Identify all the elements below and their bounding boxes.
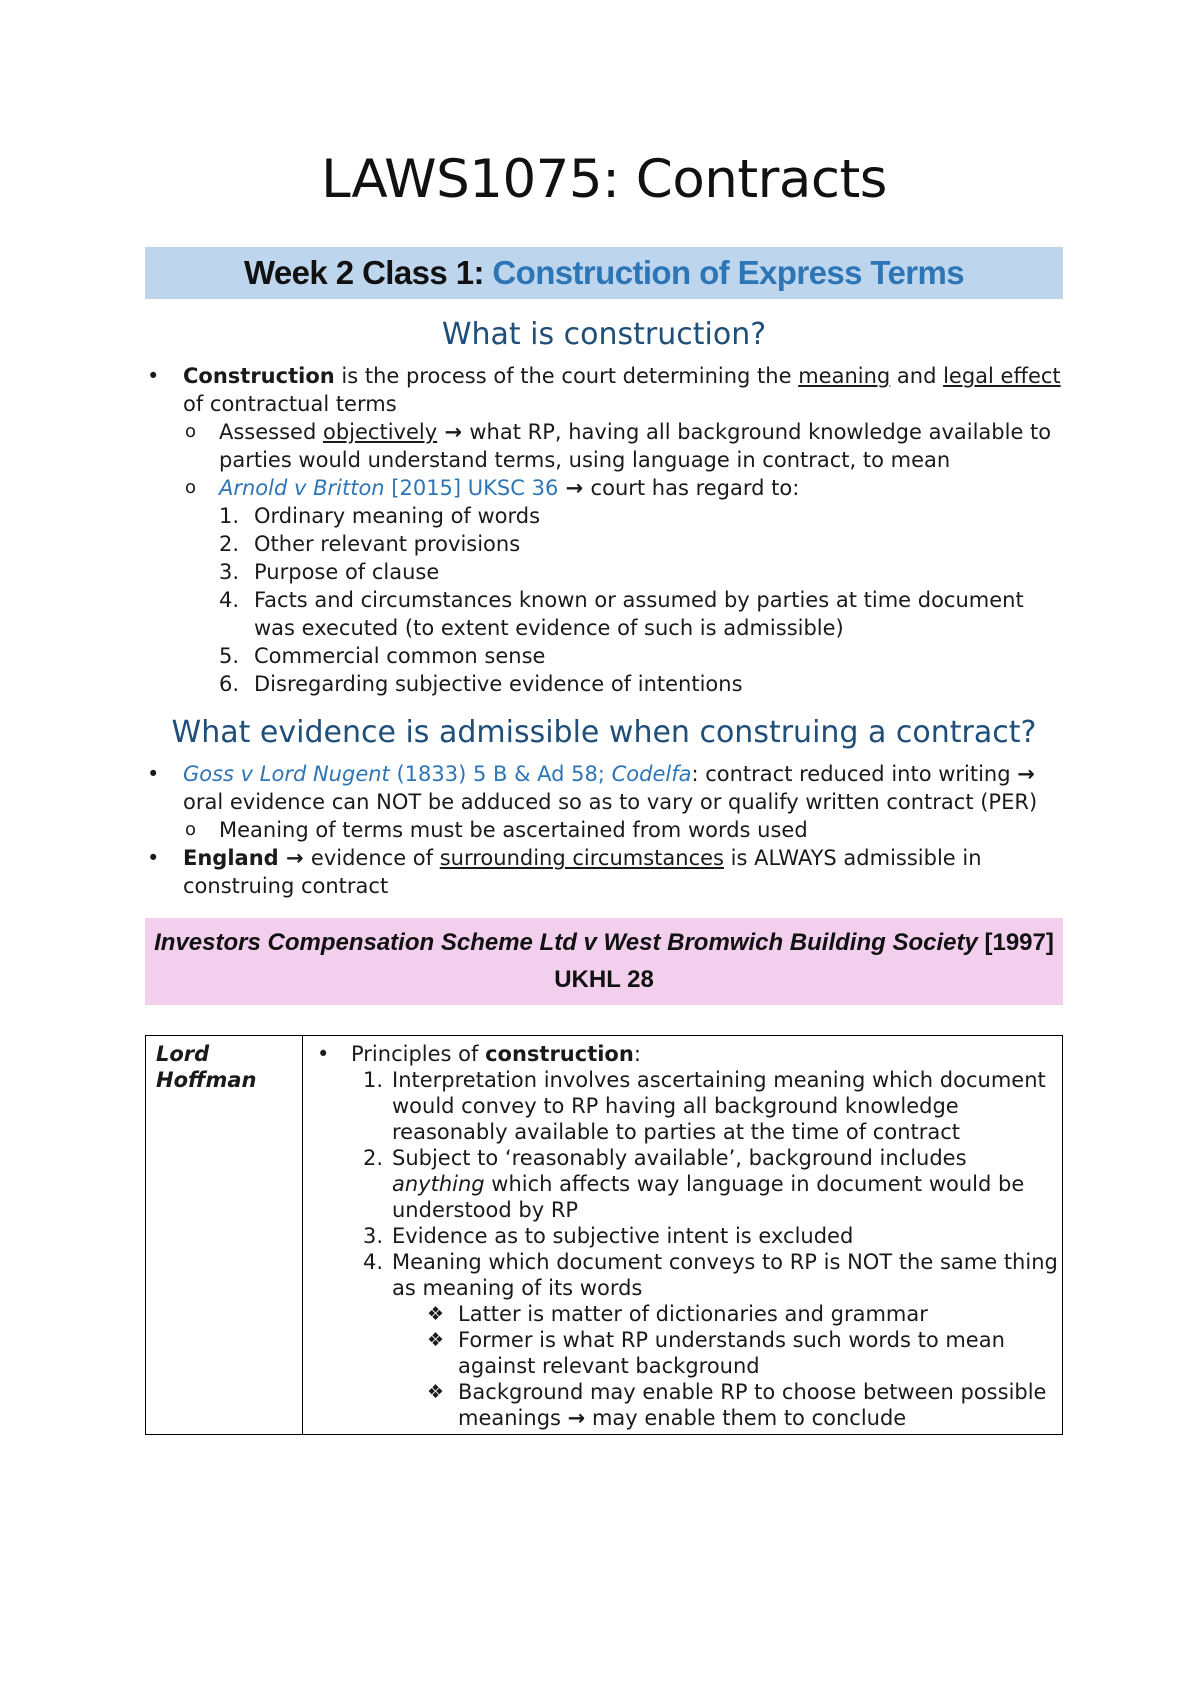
- case-banner-citation: [1997] UKHL 28: [554, 929, 1054, 993]
- term-construction: construction: [485, 1042, 634, 1066]
- list-item: [145, 418, 1063, 474]
- list-number: 1.: [363, 1068, 384, 1092]
- bullet-icon: •: [147, 364, 160, 388]
- text-run: Assessed: [219, 420, 323, 444]
- text-run: court has regard to:: [590, 476, 800, 500]
- list-number: 1.: [219, 504, 240, 528]
- diamond-bullet-icon: ❖: [427, 1329, 445, 1351]
- list-item: [313, 1301, 1062, 1327]
- week-topic: Construction of Express Terms: [492, 254, 965, 291]
- list-item: [145, 558, 1063, 586]
- list-item: [145, 760, 1063, 816]
- list-item: [145, 816, 1063, 844]
- construction-list: [145, 362, 1063, 698]
- list-item: [145, 844, 1063, 900]
- arrow-right-icon: →: [437, 420, 470, 444]
- text-run: is the process of the court determining the: [334, 364, 799, 388]
- principle-text: Interpretation involves ascertaining meaning which document would convey to RP having all background knowledge reasonably available to parties at the time of contract: [392, 1068, 1046, 1144]
- arrow-right-icon: →: [1017, 762, 1035, 786]
- sub-bullet-icon: o: [185, 421, 197, 442]
- factor-text: Commercial common sense: [254, 644, 546, 668]
- text-run: evidence of: [310, 846, 440, 870]
- bullet-icon: •: [317, 1042, 330, 1066]
- underlined-meaning: meaning: [798, 364, 891, 388]
- bullet-icon: •: [147, 846, 160, 870]
- judgment-table: [145, 1035, 1063, 1435]
- arrow-right-icon: →: [278, 846, 311, 870]
- week-label: Week 2 Class 1:: [243, 254, 493, 291]
- underlined-objectively: objectively: [322, 420, 438, 444]
- list-number: 3.: [363, 1224, 384, 1248]
- text-run: oral evidence can NOT be adduced so as to vary or qualify written contract (PER): [183, 790, 1038, 814]
- text-run: is ALWAYS admissible in construing contract: [183, 846, 982, 898]
- list-number: 4.: [363, 1250, 384, 1274]
- arrow-right-icon: →: [558, 476, 591, 500]
- list-item: [313, 1249, 1062, 1301]
- text-run: Meaning of terms must be ascertained from words used: [219, 818, 808, 842]
- list-number: 3.: [219, 560, 240, 584]
- list-item: [145, 586, 1063, 642]
- text-run: :: [633, 1042, 641, 1066]
- case-banner-name: Investors Compensation Scheme Ltd v West Bromwich Building Society: [154, 929, 978, 956]
- principle-text: which affects way language in document would be understood by RP: [392, 1172, 1025, 1222]
- arrow-right-icon: →: [567, 1406, 586, 1430]
- evidence-list: [145, 760, 1063, 900]
- term-construction: Construction: [183, 364, 335, 388]
- text-run: what RP, having all background knowledge available to parties would understand terms, using language in contract, to mean: [219, 420, 1052, 472]
- list-item: [145, 530, 1063, 558]
- principles-list: [313, 1041, 1062, 1431]
- list-item: [313, 1223, 1062, 1249]
- judge-cell: Lord Hoffman: [146, 1036, 303, 1435]
- principles-cell: [303, 1036, 1063, 1435]
- text-run: : contract reduced into writing: [691, 762, 1018, 786]
- list-item: [145, 474, 1063, 502]
- page-content: [145, 140, 1063, 1435]
- list-item: [313, 1067, 1062, 1145]
- list-number: 2.: [219, 532, 240, 556]
- case-citation: (1833) 5 B & Ad 58;: [389, 762, 612, 786]
- text-run: of contractual terms: [183, 392, 397, 416]
- principle-text: Subject to ‘reasonably available’, background includes: [392, 1146, 967, 1170]
- factor-text: Other relevant provisions: [254, 532, 521, 556]
- text-run: and: [890, 364, 944, 388]
- document-title: LAWS1075: Contracts: [321, 149, 887, 210]
- list-number: 4.: [219, 588, 240, 612]
- sub-point-text: Background may enable RP to choose between possible meanings: [458, 1380, 1047, 1430]
- week-banner: [145, 247, 1063, 299]
- diamond-bullet-icon: ❖: [427, 1303, 445, 1325]
- underlined-legal-effect: legal effect: [943, 364, 1061, 388]
- case-name: Codelfa: [611, 762, 692, 786]
- principle-text: Meaning which document conveys to RP is NOT the same thing as meaning of its words: [392, 1250, 1058, 1300]
- list-item: [145, 642, 1063, 670]
- sub-bullet-icon: o: [185, 819, 197, 840]
- factor-text: Ordinary meaning of words: [254, 504, 541, 528]
- table-row: [146, 1036, 1063, 1435]
- list-number: 6.: [219, 672, 240, 696]
- term-england: England: [183, 846, 279, 870]
- list-item: [145, 362, 1063, 418]
- principle-text: Evidence as to subjective intent is excluded: [392, 1224, 854, 1248]
- diamond-bullet-icon: ❖: [427, 1381, 445, 1403]
- factor-text: Disregarding subjective evidence of intentions: [254, 672, 743, 696]
- section-heading-construction: What is construction?: [441, 317, 767, 352]
- list-item: [313, 1041, 1062, 1067]
- sub-point-text: Former is what RP understands such words to mean against relevant background: [458, 1328, 1005, 1378]
- sub-point-text: Latter is matter of dictionaries and grammar: [458, 1302, 928, 1326]
- underlined-surrounding-circumstances: surrounding circumstances: [439, 846, 724, 870]
- text-run: Principles of: [351, 1042, 486, 1066]
- factor-text: Purpose of clause: [254, 560, 440, 584]
- list-item: [313, 1327, 1062, 1379]
- list-item: [145, 502, 1063, 530]
- emphasis-anything: anything: [392, 1172, 485, 1196]
- bullet-icon: •: [147, 762, 160, 786]
- list-item: [313, 1379, 1062, 1431]
- factor-text: Facts and circumstances known or assumed by parties at time document was executed (to extent evidence of such is admissible): [254, 588, 1024, 640]
- case-citation: [2015] UKSC 36: [384, 476, 559, 500]
- section-heading-evidence: What evidence is admissible when construing a contract?: [171, 715, 1037, 750]
- case-name: Goss v Lord Nugent: [183, 762, 390, 786]
- list-number: 2.: [363, 1146, 384, 1170]
- case-name: Arnold v Britton: [219, 476, 385, 500]
- case-banner: [145, 918, 1063, 1005]
- list-item: [313, 1145, 1062, 1223]
- sub-point-text: may enable them to conclude: [585, 1406, 907, 1430]
- list-item: [145, 670, 1063, 698]
- sub-bullet-icon: o: [185, 477, 197, 498]
- list-number: 5.: [219, 644, 240, 668]
